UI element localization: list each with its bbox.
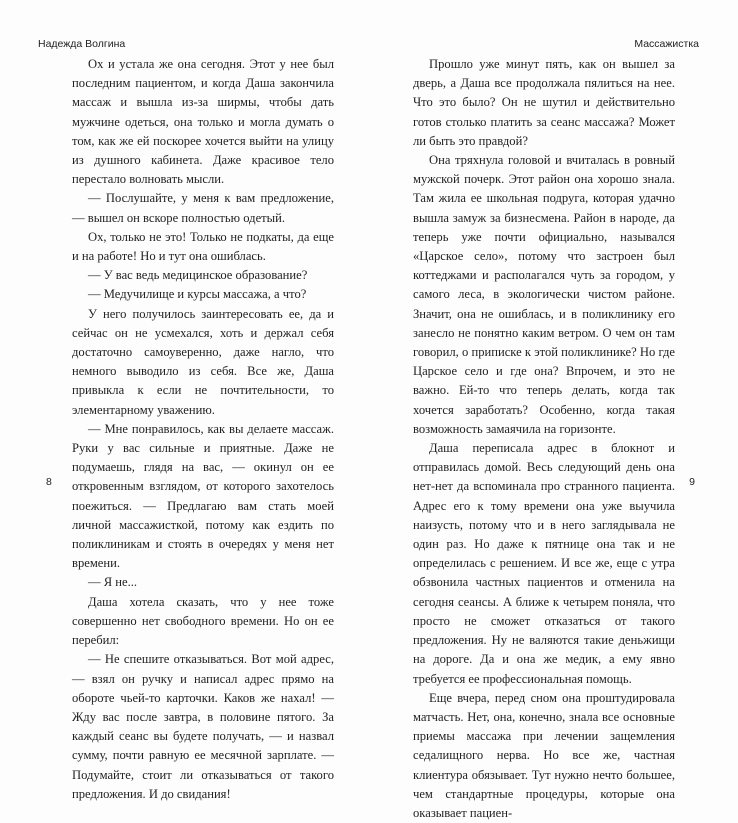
page-number: 8 <box>46 476 52 488</box>
paragraph: Ох и устала же она сегодня. Этот у нее был последним пациентом, и когда Даша закончила массаж и вышла из-за ширмы, чтобы дать мужчине одеться, она только и могла думать о том, как же ей поскорее хочется выйти на улицу из душного кабинета. Даже красивое тело перестало волновать мысли. <box>72 57 334 187</box>
page-body-text <box>72 55 334 804</box>
left-page <box>0 0 369 801</box>
paragraph: Еще вчера, перед сном она проштудировала матчасть. Нет, она, конечно, знала все основные приемы массажа при лечении защемления седалищного нерва. Но все же, частная клиентура обязывает. Тут нужно нечто большее, чем стандартные процедуры, которые она оказывает пациен- <box>413 690 675 820</box>
paragraph: — Мне понравилось, как вы делаете массаж. Руки у вас сильные и приятные. Даже не подумаешь, глядя на вас, — окинул он ее откровенным взглядом, от которого захотелось поежиться. — Предлагаю вам стать моей личной массажисткой, потому как ездить по поликлиникам и стоять в очередях у меня нет времени. <box>72 421 334 571</box>
paragraph: — Медучилище и курсы массажа, а что? <box>88 287 307 302</box>
page-body-text <box>413 55 675 823</box>
paragraph: — У вас ведь медицинское образование? <box>88 268 308 283</box>
paragraph: Даша переписала адрес в блокнот и отправилась домой. Весь следующий день она нет-нет да вспоминала про странного пациента. Адрес его к тому времени она уже выучила наизусть, потому что и в него заглядывала не один раз. Но даже к пятнице она так и не определилась с решением. И все же, еще с утра обзвонила частных пациентов и отменила на сегодня сеансы. А ближе к четырем поняла, что просто не сможет отказаться от такого предложения. Ну не валяются такие деньжищи на дороге. Да и она же медик, а ему явно требуется ее профессиональная помощь. <box>413 441 675 686</box>
paragraph: — Послушайте, у меня к вам предложение, — вышел он вскоре полностью одетый. <box>72 191 334 225</box>
paragraph: Прошло уже минут пять, как он вышел за дверь, а Даша все продолжала пялиться на нее. Что это было? Он не шутил и действительно готов столько платить за сеанс массажа? Может ли быть это правдой? <box>413 57 675 148</box>
paragraph: — Не спешите отказываться. Вот мой адрес, — взял он ручку и написал адрес прямо на обороте чьей-то карточки. Каков же нахал! — Жду вас после завтра, в половине пятого. За каждый сеанс вы будете получать, — и назвал сумму, почти равную ее месячной зарплате. — Подумайте, стоит ли отказываться от такого предложения. И до свидания! <box>72 652 334 801</box>
paragraph: Даша хотела сказать, что у нее тоже совершенно нет свободного времени. Но он ее перебил: <box>72 594 334 648</box>
paragraph: У него получилось заинтересовать ее, да и сейчас он не усмехался, хоть и держал себя достаточно самоуверенно, даже нагло, что немного выводило из себя. Все же, Даша привыкла к если не почтительности, то элементарному уважению. <box>72 306 334 417</box>
page-number: 9 <box>689 476 695 488</box>
paragraph: Ох, только не это! Только не подкаты, да еще и на работе! Но и тут она ошиблась. <box>72 229 334 264</box>
running-head-title: Массажистка <box>634 38 699 50</box>
right-page <box>369 0 738 820</box>
running-head-author: Надежда Волгина <box>38 38 126 50</box>
paragraph: Она тряхнула головой и вчиталась в ровный мужской почерк. Этот район она хорошо знала. Там жила ее школьная подруга, которая удачно вышла замуж за бизнесмена. Район в народе, да теперь уже почти официально, назывался «Царское село», потому что застроен был коттеджами и располагался чуть за городом, у самого леса, в экологически чистом районе. Значит, она не ошиблась, и в поликлинику его занесло не понятно каким ветром. О чем он там говорил, о приписке к этой поликлинике? Но где Царское село и где она? Впрочем, и это не важно. Ей-то что теперь делать, когда так хочется заработать? Особенно, когда такая возможность замаячила на горизонте. <box>413 153 675 436</box>
paragraph: — Я не... <box>88 575 138 590</box>
